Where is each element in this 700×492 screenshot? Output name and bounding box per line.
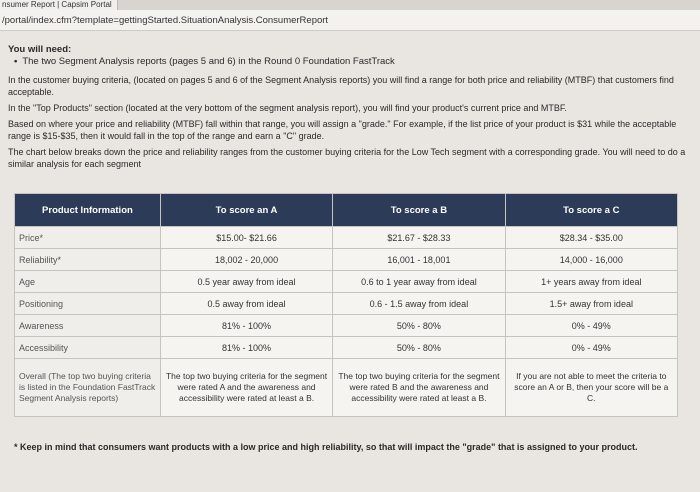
cell: 50% - 80% xyxy=(333,337,505,359)
row-label: Awareness xyxy=(15,315,161,337)
cell: The top two buying criteria for the segment were rated A and the awareness and accessibility were rated at least a B. xyxy=(160,359,332,417)
table-row xyxy=(15,249,678,271)
cell: $28.34 - $35.00 xyxy=(505,227,677,249)
cell: 1+ years away from ideal xyxy=(505,271,677,293)
cell: 0.6 to 1 year away from ideal xyxy=(333,271,505,293)
cell: 0.6 - 1.5 away from ideal xyxy=(333,293,505,315)
table-row xyxy=(15,271,678,293)
paragraph-chart: The chart below breaks down the price and reliability ranges from the customer buying criteria for the Low Tech segment with a corresponding grade. You will need to do a similar analysis for each segment xyxy=(8,147,686,169)
cell: 0.5 away from ideal xyxy=(160,293,332,315)
row-label: Age xyxy=(15,271,161,293)
needed-item-text: The two Segment Analysis reports (pages 5 and 6) in the Round 0 Foundation FastTrack xyxy=(22,56,395,67)
table-row xyxy=(15,337,678,359)
table-row xyxy=(15,293,678,315)
header-score-a: To score an A xyxy=(160,194,332,227)
paragraph-criteria: In the customer buying criteria, (located on pages 5 and 6 of the Segment Analysis reports) you will find a range for both price and reliability (MTBF) that customers find acceptable. xyxy=(8,75,674,97)
instructions xyxy=(8,44,696,174)
cell: 14,000 - 16,000 xyxy=(505,249,677,271)
row-label: Price* xyxy=(15,227,161,249)
browser-tab[interactable]: nsumer Report | Capsim Portal xyxy=(0,0,118,10)
cell: 0% - 49% xyxy=(505,337,677,359)
browser-tab-bar xyxy=(0,0,700,10)
cell: $21.67 - $28.33 xyxy=(333,227,505,249)
row-label: Overall (The top two buying criteria is listed in the Foundation FastTrack Segment Analysis reports) xyxy=(15,359,161,417)
cell: $15.00- $21.66 xyxy=(160,227,332,249)
needed-item xyxy=(8,56,696,68)
cell: 1.5+ away from ideal xyxy=(505,293,677,315)
address-bar[interactable]: /portal/index.cfm?template=gettingStarted.SituationAnalysis.ConsumerReport xyxy=(0,10,700,31)
row-label: Positioning xyxy=(15,293,161,315)
bullet-icon: • xyxy=(14,56,18,67)
header-score-c: To score a C xyxy=(505,194,677,227)
cell: 18,002 - 20,000 xyxy=(160,249,332,271)
cell: If you are not able to meet the criteria to score an A or B, then your score will be a C. xyxy=(505,359,677,417)
table-row xyxy=(15,359,678,417)
row-label: Accessibility xyxy=(15,337,161,359)
paragraph-top-products: In the "Top Products" section (located at the very bottom of the segment analysis report), you will find your product's current price and MTBF. xyxy=(8,103,567,113)
cell: The top two buying criteria for the segment were rated B and the awareness and accessibility were rated at least a B. xyxy=(333,359,505,417)
table-row xyxy=(15,315,678,337)
table-row xyxy=(15,227,678,249)
row-label: Reliability* xyxy=(15,249,161,271)
header-product-info: Product Information xyxy=(15,194,161,227)
you-will-need-heading: You will need: xyxy=(8,44,72,55)
cell: 0% - 49% xyxy=(505,315,677,337)
cell: 81% - 100% xyxy=(160,337,332,359)
paragraph-grade: Based on where your price and reliability (MTBF) fall within that range, you will assign a "grade." For example, if the list price of your product is $31 while the acceptable range is $15-$35, then it would fall in the top of the range and earn a "C" grade. xyxy=(8,119,677,141)
cell: 81% - 100% xyxy=(160,315,332,337)
cell: 0.5 year away from ideal xyxy=(160,271,332,293)
footnote: * Keep in mind that consumers want products with a low price and high reliability, so that will impact the "grade" that is assigned to your product. xyxy=(14,442,638,452)
cell: 16,001 - 18,001 xyxy=(333,249,505,271)
grading-table xyxy=(14,193,678,417)
table-header-row xyxy=(15,194,678,227)
header-score-b: To score a B xyxy=(333,194,505,227)
cell: 50% - 80% xyxy=(333,315,505,337)
